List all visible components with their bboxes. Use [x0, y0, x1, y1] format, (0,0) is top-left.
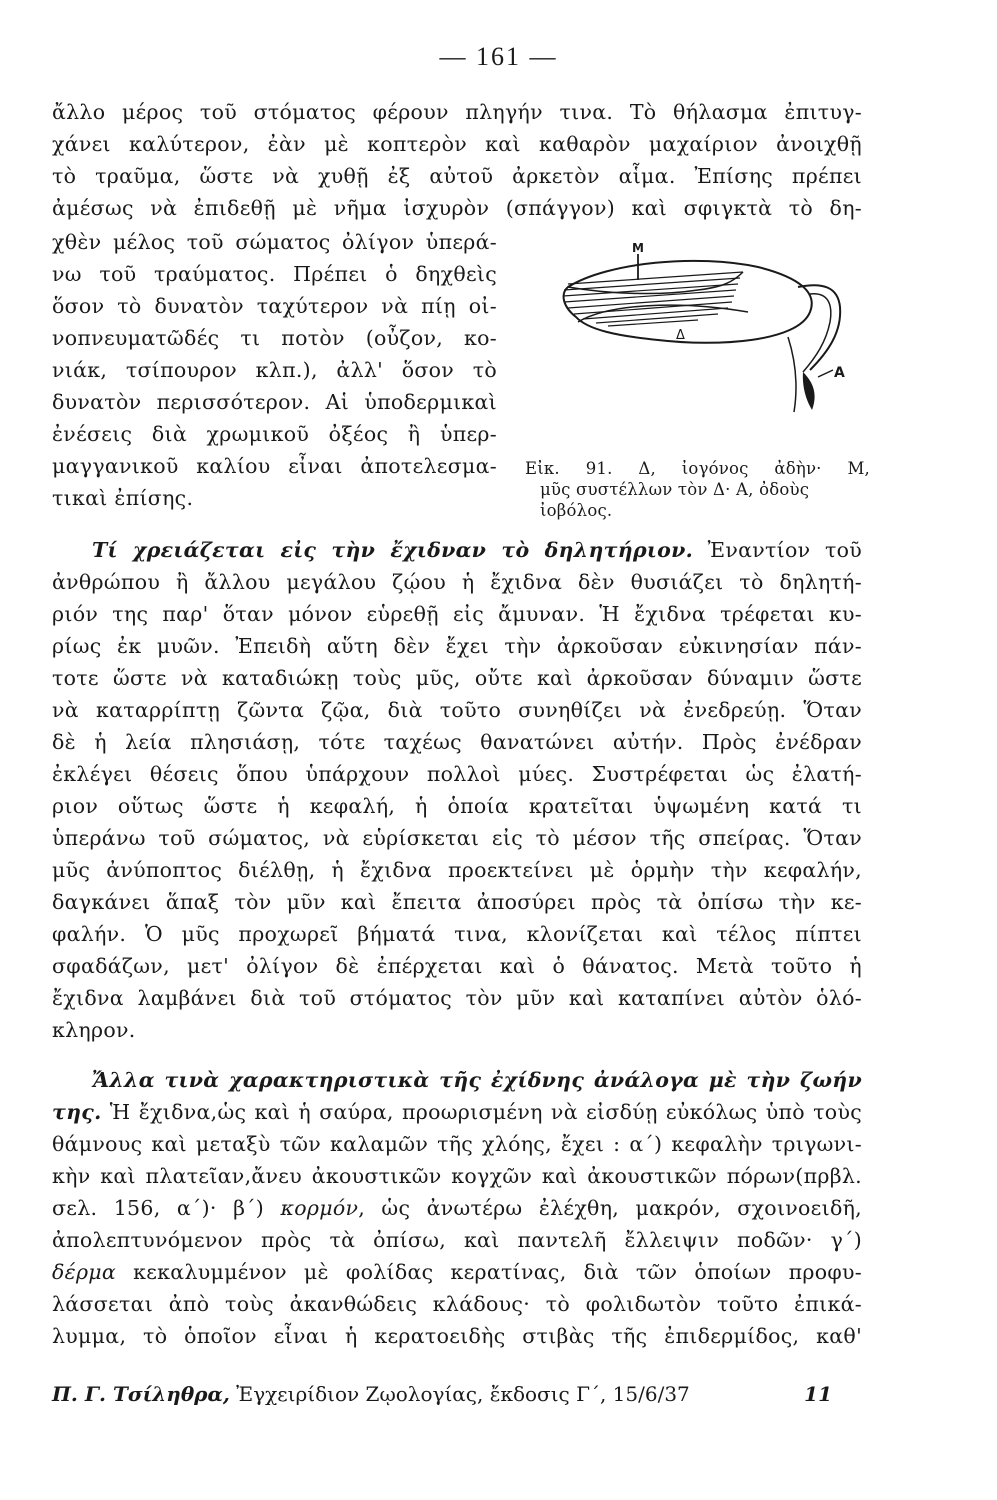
text-line: τοτε ὥστε νὰ καταδιώκῃ τοὺς μῦς, οὔτε καὶ ἀρκοῦσαν δύναμιν ὥστε: [52, 666, 862, 690]
text-line: λάσσεται ἀπὸ τοὺς ἀκανθώδεις κλάδους· τὸ φολιδωτὸν τοῦτο ἐπικά-: [52, 1292, 862, 1316]
text-line: σφαδάζων, μετ' ὀλίγον δὲ ἐπέρχεται καὶ ὁ θάνατος. Μετὰ τοῦτο ἡ: [52, 954, 862, 978]
text-line: μαγγανικοῦ καλίου εἶναι ἀποτελεσμα-: [52, 454, 497, 478]
text-fragment: , ὡς ἀνωτέρω ἐλέχθη, μακρόν, σχοινοειδῆ,: [358, 1196, 862, 1220]
emphasis: κορμόν: [280, 1196, 359, 1220]
text-line: νὰ καταρρίπτῃ ζῶντα ζῷα, διὰ τοῦτο συνηθίζει νὰ ἐνεδρεύῃ. Ὅταν: [52, 698, 862, 722]
footer: [52, 1382, 862, 1406]
text-line: νιάκ, τσίπουρον κλπ.), ἀλλ' ὅσον τὸ: [52, 358, 497, 382]
a-pointer: [818, 370, 833, 377]
caption-line: ἰοβόλος.: [540, 501, 613, 520]
section-heading-line: [92, 534, 862, 566]
text-line: νοπνευματῶδές τι ποτὸν (οὖζον, κο-: [52, 326, 497, 350]
figure-label-a: A: [834, 365, 845, 381]
text-line: τὸ τραῦμα, ὥστε νὰ χυθῇ ἐξ αὐτοῦ ἀρκετὸν αἷμα. Ἐπίσης πρέπει: [52, 164, 862, 188]
venom-gland-figure: [548, 232, 888, 447]
section-heading-end: της.: [52, 1100, 102, 1124]
text-line: δαγκάνει ἅπαξ τὸν μῦν καὶ ἔπειτα ἀποσύρει πρὸς τὰ ὀπίσω τὴν κε-: [52, 890, 862, 914]
text-line: ριον οὕτως ὥστε ἡ κεφαλή, ἡ ὁποία κρατεῖται ὑψωμένη κατά τι: [52, 794, 862, 818]
text-line: [52, 1192, 862, 1224]
text-line: δὲ ἡ λεία πλησιάσῃ, τότε ταχέως θανατώνει αὐτήν. Πρὸς ἐνέδραν: [52, 730, 862, 754]
text-fragment: Ἐναντίον τοῦ: [693, 538, 862, 562]
section-heading-line: [52, 1096, 862, 1128]
text-line: ἄλλο μέρος τοῦ στόματος φέρουν πληγήν τινα. Τὸ θήλασμα ἐπιτυγ-: [52, 100, 862, 124]
text-fragment: Ἡ ἔχιδνα,ὡς καὶ ἡ σαύρα, προωρισμένη νὰ εἰσδύῃ εὐκόλως ὑπὸ τοὺς: [101, 1100, 862, 1124]
text-line: μῦς ἀνύποπτος διέλθῃ, ἡ ἔχιδνα προεκτείνει μὲ ὁρμὴν τὴν κεφαλήν,: [52, 858, 862, 882]
text-line: κληρον.: [52, 1018, 136, 1042]
text-line: ἀπολεπτυνόμενον πρὸς τὰ ὀπίσω, καὶ παντελῆ ἔλλειψιν ποδῶν· γ΄): [52, 1228, 862, 1252]
text-line: νω τοῦ τραύματος. Πρέπει ὁ δηχθεὶς: [52, 262, 497, 286]
text-line: κὴν καὶ πλατεῖαν,ἄνευ ἀκουστικῶν κογχῶν καὶ ἀκουστικῶν πόρων(πρβλ.: [52, 1164, 862, 1188]
text-line: λυμμα, τὸ ὁποῖον εἶναι ἡ κερατοειδὴς στιβὰς τῆς ἐπιδερμίδος, καθ': [52, 1324, 862, 1348]
footer-signature: 11: [804, 1382, 832, 1406]
section-heading: Ἄλλα τινὰ χαρακτηριστικὰ τῆς ἐχίδνης ἀνάλογα μὲ τὴν ζωήν: [92, 1068, 862, 1092]
text-line: χθὲν μέλος τοῦ σώματος ὀλίγον ὑπερά-: [52, 230, 497, 254]
text-line: ἔχιδνα λαμβάνει διὰ τοῦ στόματος τὸν μῦν καὶ καταπίνει αὐτὸν ὁλό-: [52, 986, 862, 1010]
text-line: τικαὶ ἐπίσης.: [52, 486, 194, 510]
figure-label-delta: Δ: [676, 328, 685, 343]
page-number: — 161 —: [439, 42, 558, 71]
text-line: ἐκλέγει θέσεις ὅπου ὑπάρχουν πολλοὶ μύες. Συστρέφεται ὡς ἐλατή-: [52, 762, 862, 786]
text-line: ρίως ἐκ μυῶν. Ἐπειδὴ αὕτη δὲν ἔχει τὴν ἀρκοῦσαν εὐκινησίαν πάν-: [52, 634, 862, 658]
figure-label-m: M: [632, 241, 644, 255]
text-line: θάμνους καὶ μεταξὺ τῶν καλαμῶν τῆς χλόης, ἔχει : α΄) κεφαλὴν τριγωνι-: [52, 1132, 862, 1156]
text-line: ὅσον τὸ δυνατὸν ταχύτερον νὰ πίῃ οἰ-: [52, 294, 497, 318]
footer-title: Ἐγχειρίδιον Ζῳολογίας, ἔκδοσις Γ΄, 15/6/37: [229, 1382, 690, 1406]
text-line: δυνατὸν περισσότερον. Αἱ ὑποδερμικαὶ: [52, 390, 497, 414]
emphasis: δέρμα: [52, 1260, 117, 1284]
caption-line: μῦς συστέλλων τὸν Δ· Α, ὀδοὺς: [540, 480, 810, 499]
text-line: ὑπεράνω τοῦ σώματος, νὰ εὑρίσκεται εἰς τὸ μέσον τῆς σπείρας. Ὅταν: [52, 826, 862, 850]
text-line: χάνει καλύτερον, ἐὰν μὲ κοπτερὸν καὶ καθαρὸν μαχαίριον ἀνοιχθῇ: [52, 132, 862, 156]
text-line: ἐνέσεις διὰ χρωμικοῦ ὀξέος ἢ ὑπερ-: [52, 422, 497, 446]
text-line: ἀμέσως νὰ ἐπιδεθῇ μὲ νῆμα ἰσχυρὸν (σπάγγον) καὶ σφιγκτὰ τὸ δη-: [52, 196, 862, 220]
text-line: φαλήν. Ὁ μῦς προχωρεῖ βήματά τινα, κλονίζεται καὶ τέλος πίπτει: [52, 922, 862, 946]
text-line: [52, 1256, 862, 1288]
caption-line: Εἰκ. 91. Δ, ἰογόνος ἀδὴν· Μ,: [525, 459, 870, 478]
text-line: ριόν της παρ' ὅταν μόνον εὑρεθῇ εἰς ἄμυναν. Ἡ ἔχιδνα τρέφεται κυ-: [52, 602, 862, 626]
footer-author: Π. Γ. Τσίληθρα,: [52, 1382, 230, 1406]
text-fragment: κεκαλυμμένον μὲ φολίδας κερατίνας, διὰ τῶν ὁποίων προφυ-: [116, 1260, 862, 1284]
section-heading: Τί χρειάζεται εἰς τὴν ἔχιδναν τὸ δηλητήριον.: [92, 538, 694, 562]
figure-caption: [525, 458, 870, 521]
text-fragment: σελ. 156, α΄)· β΄): [52, 1196, 281, 1220]
text-line: ἀνθρώπου ἢ ἄλλου μεγάλου ζῴου ἡ ἔχιδνα δὲν θυσιάζει τὸ δηλητή-: [52, 570, 862, 594]
